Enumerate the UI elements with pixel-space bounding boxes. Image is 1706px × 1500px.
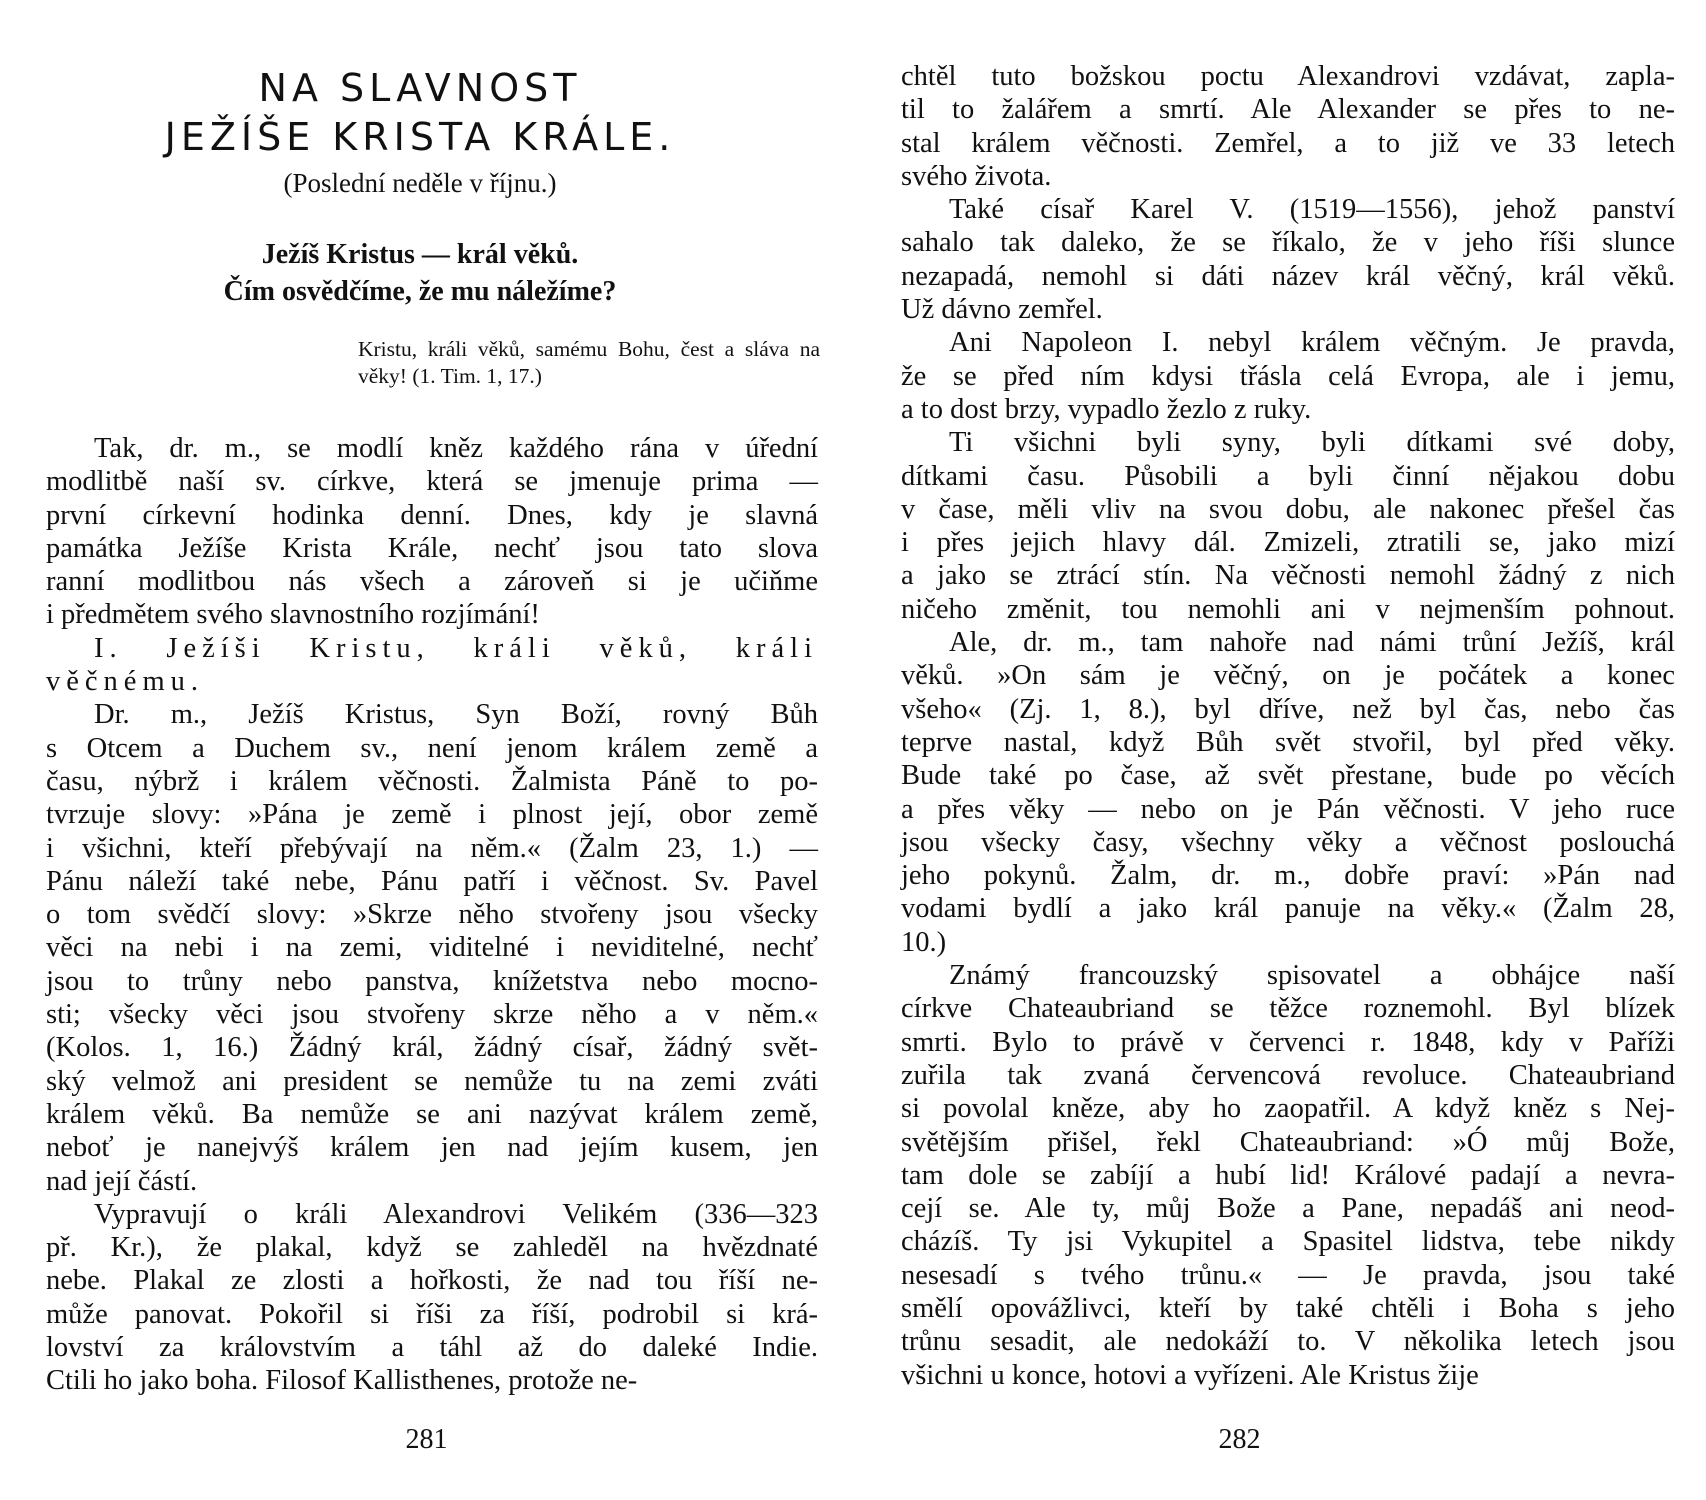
text-line: v čase, měli vliv na svou dobu, ale nakonec přešel čas (901, 493, 1675, 525)
text-line: ničeho změnit, tou nemohli ani v nejmenším pohnout. (901, 593, 1675, 625)
text-line: a to dost brzy, vypadlo žezlo z ruky. (901, 393, 1312, 425)
text-line: i předmětem svého slavnostního rozjímání! (46, 599, 540, 631)
right-page-body (901, 60, 1675, 1392)
text-line: církve Chateaubriand se těžce roznemohl. Byl blízek (901, 993, 1675, 1025)
text-line: Pánu náleží také nebe, Pánu patří i věčnost. Sv. Pavel (46, 865, 818, 897)
text-line: Známý francouzský spisovatel a obhájce naší (949, 960, 1675, 992)
text-line: nad její částí. (46, 1165, 198, 1197)
text-line: Ani Napoleon I. nebyl králem věčným. Je pravda, (949, 327, 1675, 359)
text-line: první církevní hodinka denní. Dnes, kdy je slavná (46, 499, 818, 531)
sermon-heading (40, 236, 800, 310)
text-line: 10.) (901, 926, 947, 958)
text-line: že se před ním kdysi třásla celá Evropa, ale i jemu, (901, 360, 1675, 392)
text-line: Dr. m., Ježíš Kristus, Syn Boží, rovný Bůh (94, 699, 818, 731)
text-line: a jako se ztrácí stín. Na věčnosti nemohl žádný z nich (901, 560, 1675, 592)
chapter-title-line-2: JEŽÍŠE KRISTA KRÁLE. (164, 115, 676, 159)
text-line: modlitbě naší sv. církve, která se jmenuje prima — (46, 466, 818, 498)
text-line: teprve nastal, když Bůh svět stvořil, byl před věky. (901, 726, 1675, 758)
chapter-title (40, 64, 800, 162)
text-line: jsou to trůny nebo panstva, knížetstva nebo mocno- (46, 965, 818, 997)
text-line: trůnu sesadit, ale nedokáží to. V několika letech jsou (901, 1326, 1675, 1358)
text-line: věci na nebi i na zemi, viditelné i neviditelné, nechť (46, 932, 818, 964)
text-line: Také císař Karel V. (1519—1556), jehož panství (949, 194, 1675, 226)
text-line: si povolal kněze, aby ho zaopatřil. A když kněz s Nej- (901, 1093, 1675, 1125)
text-line: smrti. Bylo to právě v červenci r. 1848, kdy v Paříži (901, 1026, 1675, 1058)
motto-quote: Kristu, králi věků, samému Bohu, čest a sláva na věky! (1. Tim. 1, 17.) (358, 337, 820, 388)
text-line: stal králem věčnosti. Zemřel, a to již ve 33 letech (901, 127, 1675, 159)
text-line: jeho pokynů. Žalm, dr. m., dobře praví: »Pán nad (901, 860, 1675, 892)
text-line: svého života. (901, 160, 1052, 192)
text-line: sti; všecky věci jsou stvořeny skrze něho a v něm.« (46, 999, 818, 1031)
text-line: I. Ježíši Kristu, králi věků, králi (94, 632, 818, 664)
text-line: (Kolos. 1, 16.) Žádný král, žádný císař, žádný svět- (46, 1032, 818, 1064)
text-line: všeho« (Zj. 1, 8.), byl dříve, než byl čas, nebo čas (901, 693, 1675, 725)
text-line: Ctili ho jako boha. Filosof Kallisthenes, protože ne- (46, 1365, 638, 1397)
text-line: nesesadí s tvého trůnu.« — Je pravda, jsou také (901, 1259, 1675, 1291)
text-line: památka Ježíše Krista Krále, nechť jsou tato slova (46, 532, 818, 564)
text-line: dítkami času. Působili a byli činní nějakou dobu (901, 460, 1675, 492)
text-line: lovství za královstvím a táhl až do daleké Indie. (46, 1332, 818, 1364)
text-line: věků. »On sám je věčný, on je počátek a konec (901, 660, 1675, 692)
text-line: i všichni, kteří přebývají na něm.« (Žalm 23, 1.) — (46, 832, 818, 864)
text-line: světějším přišel, řekl Chateaubriand: »Ó můj Bože, (901, 1126, 1675, 1158)
text-line: smělí opovážlivci, kteří by také chtěli i Boha s jeho (901, 1292, 1675, 1324)
sermon-heading-line-2: Čím osvědčíme, že mu náležíme? (223, 276, 617, 307)
text-line: s Otcem a Duchem sv., není jenom králem země a (46, 732, 818, 764)
text-line: Tak, dr. m., se modlí kněz každého rána v úřední (94, 433, 818, 464)
text-line: a přes věky — nebo on je Pán věčnosti. V jeho ruce (901, 793, 1675, 825)
text-line: i přes jejich hlavy dál. Zmizeli, ztratili se, jako mizí (901, 527, 1675, 559)
text-line: jsou všecky časy, všechny věky a věčnost poslouchá (901, 826, 1675, 858)
text-line: Už dávno zemřel. (901, 294, 1103, 326)
text-line: o tom svědčí slovy: »Skrze něho stvořeny jsou všecky (46, 899, 818, 931)
text-line: zuřila tak zvaná červencová revoluce. Chateaubriand (901, 1059, 1675, 1091)
text-line: králem věků. Ba nemůže se ani nazývat králem země, (46, 1098, 818, 1130)
sermon-heading-line-1: Ježíš Kristus — král věků. (261, 239, 579, 270)
left-page-body (46, 432, 818, 1398)
text-line: sahalo tak daleko, že se říkalo, že v jeho říši slunce (901, 227, 1675, 259)
text-line: cházíš. Ty jsi Vykupitel a Spasitel lidstva, tebe nikdy (901, 1226, 1675, 1258)
text-line: Ti všichni byli syny, byli dítkami své doby, (949, 427, 1675, 459)
text-line: př. Kr.), že plakal, když se zahleděl na hvězdnaté (46, 1232, 818, 1264)
text-line: neboť je nanejvýš králem jen nad jejím kusem, jen (46, 1132, 818, 1164)
text-line: ský velmož ani president se nemůže tu na zemi zváti (46, 1065, 818, 1097)
page-number: 282 (1218, 1424, 1261, 1455)
text-line: cejí se. Ale ty, můj Bože a Pane, nepadáš ani neod- (901, 1193, 1675, 1225)
text-line: nezapadá, nemohl si dáti název král věčný, král věků. (901, 260, 1675, 292)
text-line: času, nýbrž i králem věčnosti. Žalmista Páně to po- (46, 765, 818, 797)
text-line: ranní modlitbou nás všech a zároveň si je učiňme (46, 566, 818, 598)
text-line: nebe. Plakal ze zlosti a hořkosti, že nad tou říší ne- (46, 1265, 818, 1297)
text-line: může panovat. Pokořil si říši za říší, podrobil si krá- (46, 1298, 818, 1330)
text-line: všichni u konce, hotovi a vyřízeni. Ale Kristus žije (901, 1359, 1479, 1391)
text-line: til to žalářem a smrtí. Ale Alexander se přes to ne- (901, 94, 1675, 126)
text-line: chtěl tuto božskou poctu Alexandrovi vzdávat, zapla- (901, 61, 1675, 92)
page-number: 281 (405, 1424, 448, 1455)
text-line: tvrzuje slovy: »Pána je země i plnost její, obor země (46, 799, 818, 831)
text-line: Ale, dr. m., tam nahoře nad námi trůní Ježíš, král (949, 627, 1675, 659)
chapter-subtitle: (Poslední neděle v říjnu.) (283, 168, 557, 198)
text-line: Bude také po čase, až svět přestane, bude po věcích (901, 760, 1675, 792)
text-line: Vypravují o králi Alexandrovi Velikém (336—323 (94, 1198, 818, 1230)
text-line: věčnému. (46, 666, 204, 698)
chapter-title-line-1: NA SLAVNOST (258, 66, 582, 110)
text-line: tam dole se zabíjí a hubí lid! Králové padají a nevra- (901, 1159, 1675, 1191)
text-line: vodami bydlí a jako král panuje na věky.« (Žalm 28, (901, 893, 1675, 925)
